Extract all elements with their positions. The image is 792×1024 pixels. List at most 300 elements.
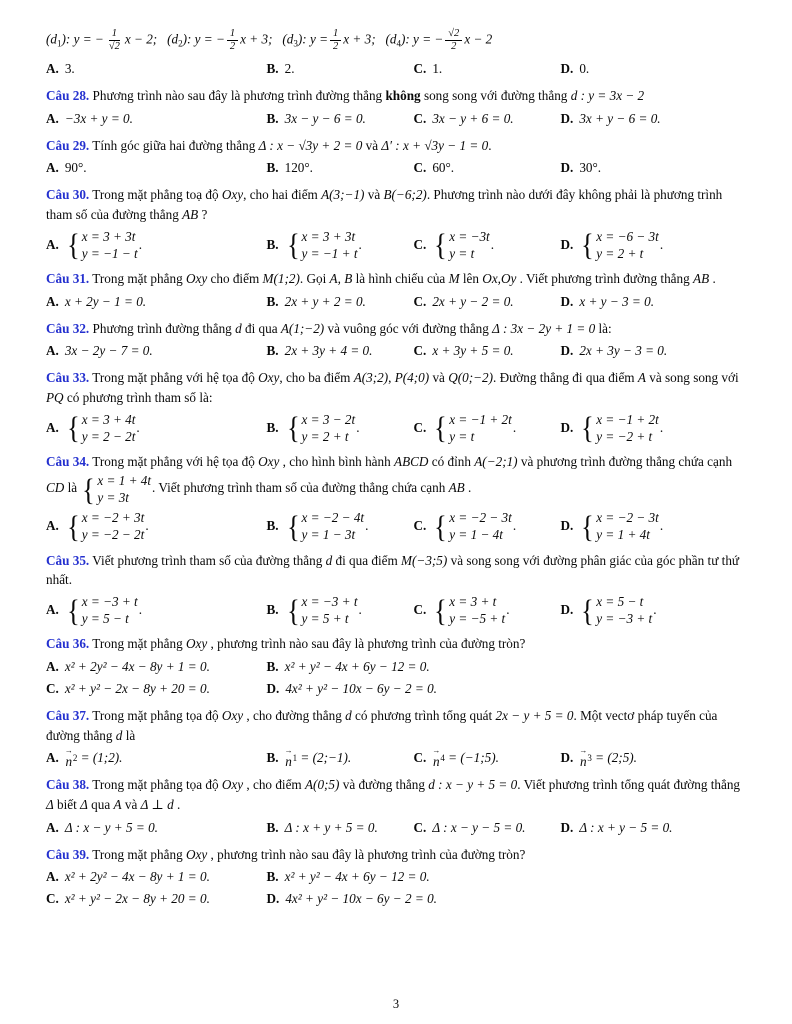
fraction-denominator: √2 — [108, 41, 120, 53]
math-expression: 2x − y + 5 = 0 — [495, 707, 574, 723]
text-run: , cho ba điểm — [279, 370, 354, 386]
option-label: B. — [266, 343, 279, 359]
option — [414, 410, 561, 446]
option — [561, 227, 747, 263]
option-content — [285, 818, 378, 838]
question-stem — [46, 634, 746, 654]
option-content — [65, 657, 210, 677]
math-expression: x + 2y − 1 = 0. — [64, 293, 147, 309]
system-lines — [596, 593, 652, 627]
math-expression: Oxy — [185, 271, 208, 287]
option-label: D. — [560, 160, 574, 176]
math-expression: Δ — [80, 797, 88, 813]
math-expression: ): y = − — [400, 31, 444, 47]
math-expression: d — [235, 320, 242, 336]
text-run: 60°. — [432, 160, 455, 176]
left-brace-icon: { — [581, 592, 595, 628]
system-line: x = 3 + 3t — [81, 228, 136, 244]
question-number: Câu 33. — [46, 370, 90, 386]
option-content — [285, 292, 366, 312]
math-expression: Q(0;−2) — [448, 370, 493, 386]
math-expression: A(1;−2) — [280, 320, 325, 336]
fraction-numerator: 1 — [330, 28, 341, 41]
option-label: D. — [560, 518, 574, 534]
text-run: . — [506, 602, 510, 618]
vector-symbol — [64, 745, 73, 769]
text-run: , phương trình nào sau đây là phương trình của đường tròn? — [207, 846, 526, 862]
text-run: . — [512, 518, 517, 534]
option-content — [65, 679, 210, 699]
text-run: , — [388, 370, 395, 386]
question — [46, 634, 746, 699]
math-expression: x² + y² − 2x − 8y + 20 = 0. — [64, 891, 210, 907]
math-expression: P(4;0) — [394, 370, 430, 386]
system-line: x = 3 + t — [449, 594, 497, 610]
math-expression: = (2;5). — [591, 750, 637, 766]
equation-system — [580, 509, 658, 543]
math-expression: ): y = − — [61, 31, 104, 47]
option — [267, 817, 414, 839]
text-run: . — [173, 797, 181, 813]
option-content — [432, 59, 442, 79]
question-number: Câu 29. — [46, 137, 90, 153]
text-run: . — [512, 420, 517, 436]
option — [46, 508, 267, 544]
equation-system — [66, 593, 138, 627]
question — [46, 775, 746, 838]
math-expression: ): y = − — [182, 31, 225, 47]
text-run: Trong mặt phẳng với hệ tọa độ — [92, 370, 259, 386]
text-run: lên — [459, 271, 483, 287]
option-content: → n 1 = (2;−1). — [284, 745, 352, 769]
option-content — [65, 818, 158, 838]
system-line: y = t — [449, 245, 475, 261]
option-label: C. — [413, 819, 427, 835]
math-expression: M — [448, 271, 460, 287]
option-content — [579, 411, 663, 445]
option-label: D. — [266, 891, 280, 907]
math-expression: Oxy — [221, 707, 244, 723]
option-content — [579, 341, 667, 361]
option-label: C. — [413, 61, 427, 77]
option-label: B. — [266, 420, 279, 436]
system-lines — [82, 228, 138, 262]
fraction — [227, 28, 238, 53]
math-expression: Oxy — [185, 636, 208, 652]
option-content — [65, 593, 142, 627]
option-label: B. — [266, 61, 279, 77]
text-run: và phương trình đường thẳng chứa cạnh — [517, 454, 736, 470]
question-stem — [46, 452, 746, 506]
option — [414, 108, 561, 130]
fraction-numerator: 1 — [109, 28, 120, 41]
equation-system — [580, 411, 658, 445]
text-run: và — [364, 187, 384, 203]
option-content — [65, 411, 140, 445]
option — [267, 866, 747, 888]
math-expression: 2x + 3y − 3 = 0. — [579, 343, 668, 359]
option-content — [579, 158, 601, 178]
option — [414, 58, 561, 80]
option — [267, 157, 414, 179]
math-expression: x² + y² − 4x + 6y − 12 = 0. — [284, 659, 430, 675]
option-label: A. — [46, 659, 59, 675]
option-content — [65, 292, 146, 312]
bold-text: không — [385, 87, 421, 103]
math-expression: A, B — [329, 271, 353, 287]
option-label: B. — [266, 160, 279, 176]
option-content — [285, 593, 362, 627]
math-expression: A(0;5) — [305, 777, 340, 793]
questions-list — [46, 86, 746, 910]
system-lines — [449, 593, 505, 627]
system-lines — [301, 228, 357, 262]
option-content — [579, 292, 654, 312]
left-brace-icon: { — [286, 410, 300, 446]
option — [414, 291, 561, 313]
vector-arrow-icon: → — [579, 745, 588, 755]
math-expression: x² + 2y² − 4x − 8y + 1 = 0. — [64, 869, 210, 885]
text-run: Phương trình nào sau đây là phương trình đường thẳng — [92, 87, 386, 103]
system-lines — [301, 509, 364, 543]
text-run: có phương trình tham số là: — [63, 390, 213, 405]
math-expression: 2x + y − 2 = 0. — [432, 293, 514, 309]
text-run: . — [659, 518, 664, 534]
system-line: y = −2 + t — [596, 428, 653, 444]
math-expression: Oxy — [221, 777, 244, 793]
math-expression: d — [345, 707, 352, 723]
options-row — [46, 866, 746, 910]
option-label: C. — [413, 518, 427, 534]
text-run: . Gọi — [299, 271, 330, 287]
question — [46, 452, 746, 544]
math-expression: A(3;2) — [353, 370, 389, 386]
option — [267, 410, 414, 446]
text-run: 2. — [284, 61, 295, 77]
math-expression: Δ : 3x − 2y + 1 = 0 — [492, 320, 596, 336]
math-expression: Δ : x + y − 5 = 0. — [579, 819, 673, 835]
options-row — [46, 291, 746, 313]
options-row — [46, 656, 746, 700]
system-lines — [596, 411, 659, 445]
math-expression: = (−1;5). — [444, 750, 499, 766]
option — [561, 508, 747, 544]
equation-system — [286, 593, 358, 627]
text-run: . — [653, 602, 657, 618]
equation-system — [580, 228, 658, 262]
option — [414, 817, 561, 839]
text-run: là — [64, 480, 81, 496]
option — [267, 888, 747, 910]
math-expression: A — [637, 370, 646, 386]
system-line: x = −2 − 3t — [449, 510, 512, 526]
option-label: D. — [560, 602, 574, 618]
math-expression: = (1;2). — [77, 750, 123, 766]
option-label: D. — [560, 819, 574, 835]
question — [46, 185, 746, 263]
option-content — [65, 341, 153, 361]
left-brace-icon: { — [286, 227, 300, 263]
text-run: . Một vectơ pháp tuyến của đường thẳng — [46, 707, 721, 743]
options-row — [46, 157, 746, 179]
text-run: 0. — [579, 61, 590, 77]
option-label: C. — [413, 293, 427, 309]
vector-arrow-icon: → — [284, 745, 293, 755]
option-label: A. — [46, 293, 59, 309]
question — [46, 136, 746, 180]
math-expression: x − 2 — [464, 31, 493, 47]
math-expression: Δ ⊥ d — [140, 797, 174, 813]
math-expression: AB — [448, 480, 465, 496]
question — [46, 706, 746, 769]
page-number: 3 — [392, 997, 400, 1012]
left-brace-icon: { — [434, 592, 448, 628]
vector-arrow-icon: → — [64, 745, 73, 755]
option — [267, 58, 414, 80]
text-run: 120°. — [284, 160, 313, 176]
subscript: 3 — [293, 38, 298, 49]
left-brace-icon: { — [581, 410, 595, 446]
option — [46, 866, 267, 888]
equation-system — [433, 411, 511, 445]
text-run: 30°. — [579, 160, 602, 176]
option — [561, 58, 747, 80]
left-brace-icon: { — [286, 508, 300, 544]
option — [46, 340, 267, 362]
option-content — [65, 228, 142, 262]
fraction — [445, 28, 462, 53]
system-line: x = 3 + 4t — [81, 411, 136, 427]
text-run: là: — [595, 320, 612, 336]
text-run: và — [429, 370, 449, 386]
option-label: B. — [266, 293, 279, 309]
left-brace-icon: { — [66, 592, 80, 628]
option — [267, 291, 414, 313]
option-content: → n 3 = (2;5). — [579, 745, 637, 769]
option — [267, 678, 747, 700]
question — [46, 319, 746, 363]
equation-system — [433, 593, 505, 627]
option-label: D. — [560, 110, 574, 126]
system-line: y = 5 − t — [81, 611, 129, 627]
math-expression: M(1;2) — [262, 271, 300, 287]
option — [46, 291, 267, 313]
option-label: D. — [560, 61, 574, 77]
left-brace-icon: { — [434, 227, 448, 263]
system-lines — [82, 411, 136, 445]
math-expression: A(3;−1) — [321, 187, 365, 203]
system-lines — [301, 593, 357, 627]
equation-system — [433, 228, 489, 262]
option-label: A. — [46, 110, 59, 126]
math-expression: M(−3;5) — [401, 552, 448, 568]
option — [267, 747, 414, 769]
vector-base: n — [580, 753, 587, 769]
system-lines — [301, 411, 355, 445]
intro-options-row — [46, 58, 746, 80]
option-label: A. — [46, 819, 59, 835]
text-run: Trong mặt phẳng toạ độ — [92, 187, 222, 203]
question-stem — [46, 269, 746, 289]
option-content — [285, 158, 313, 178]
text-run: cho điểm — [207, 271, 263, 287]
system-line: y = 5 + t — [301, 611, 349, 627]
question — [46, 551, 746, 629]
equation-system — [286, 411, 356, 445]
math-expression: x + 3; (d — [240, 31, 294, 47]
system-line: x = −3 + t — [301, 594, 358, 610]
math-expression: CD — [46, 480, 65, 496]
subscript: 1 — [57, 38, 62, 49]
math-expression: ABCD — [394, 454, 429, 470]
system-lines — [97, 472, 151, 506]
math-expression: 3x − y + 6 = 0. — [432, 110, 514, 126]
text-run: . Viết phương trình tham số của đường thẳng chứa cạnh — [152, 480, 449, 496]
option-label: B. — [266, 236, 279, 252]
vector-symbol — [579, 745, 588, 769]
options-row — [46, 340, 746, 362]
left-brace-icon: { — [82, 471, 96, 507]
option-content: → n 4 = (−1;5). — [432, 745, 499, 769]
question-stem — [46, 185, 746, 225]
question-stem — [46, 136, 746, 156]
option-content — [579, 509, 663, 543]
system-line: x = −2 − 4t — [301, 510, 365, 526]
system-line: y = −1 + t — [301, 245, 358, 261]
option-content — [432, 593, 509, 627]
system-lines — [596, 228, 659, 262]
text-run: Trong mặt phẳng — [92, 846, 186, 862]
text-run: , cho đường thẳng — [243, 707, 346, 723]
option-label: D. — [560, 420, 574, 436]
text-run: . — [138, 602, 143, 618]
system-line: x = −1 + 2t — [449, 411, 512, 427]
math-expression: Δ : x − √3y + 2 = 0 — [258, 137, 363, 153]
math-expression: x + 3; (d — [343, 31, 397, 47]
option — [561, 291, 747, 313]
vector-base: n — [65, 753, 73, 769]
question-stem — [46, 706, 746, 746]
option-label: A. — [46, 518, 59, 534]
equation-system — [81, 472, 151, 506]
text-run: . — [358, 236, 362, 252]
option — [561, 340, 747, 362]
system-line: y = 2 + t — [596, 245, 644, 261]
option-label: C. — [46, 681, 59, 697]
option — [267, 656, 747, 678]
math-expression: 3x − 2y − 7 = 0. — [64, 343, 153, 359]
fraction-denominator: 2 — [333, 41, 339, 53]
question-stem — [46, 775, 746, 815]
equation-system — [66, 411, 136, 445]
text-run: . — [365, 518, 369, 534]
option-label: A. — [46, 160, 59, 176]
option-label: A. — [46, 343, 59, 359]
math-expression: = (2;−1). — [297, 750, 352, 766]
system-lines — [596, 509, 659, 543]
fraction — [330, 28, 341, 53]
system-line: y = 2 − 2t — [81, 428, 136, 444]
text-run: Tính góc giữa hai đường thẳng — [92, 137, 259, 153]
math-expression: AB — [182, 206, 199, 222]
math-expression: 2x + y + 2 = 0. — [284, 293, 366, 309]
option-label: B. — [266, 659, 279, 675]
question-number: Câu 30. — [46, 187, 90, 203]
fraction-numerator: 1 — [227, 28, 238, 41]
fraction — [106, 28, 123, 53]
text-run: 1. — [432, 61, 443, 77]
text-run: Trong mặt phẳng tọa độ — [92, 777, 222, 793]
subscript: 2 — [178, 38, 183, 49]
text-run: là — [122, 727, 136, 743]
question-number: Câu 38. — [46, 777, 90, 793]
equation-system — [66, 228, 138, 262]
text-run: và đường thẳng — [339, 777, 429, 793]
equation-system — [66, 509, 144, 543]
text-run: Phương trình đường thẳng — [92, 320, 236, 336]
fraction-denominator: 2 — [451, 41, 457, 53]
option — [46, 592, 267, 628]
left-brace-icon: { — [581, 227, 595, 263]
option-content — [285, 867, 430, 887]
option — [46, 678, 267, 700]
text-run: , cho hai điểm — [243, 187, 322, 203]
math-expression: Δ : x − y + 5 = 0. — [64, 819, 158, 835]
options-row — [46, 227, 746, 263]
option — [414, 227, 561, 263]
option — [46, 227, 267, 263]
equation-system — [580, 593, 652, 627]
option-label: B. — [266, 518, 279, 534]
option-content — [432, 228, 494, 262]
option-label: A. — [46, 869, 59, 885]
question-stem — [46, 86, 746, 106]
option — [561, 157, 747, 179]
math-expression: 4x² + y² − 10x − 6y − 2 = 0. — [285, 681, 437, 697]
math-expression: Ox,Oy — [482, 271, 517, 287]
math-expression: x + y − 3 = 0. — [579, 293, 654, 309]
math-expression: PQ — [46, 390, 64, 405]
question-stem — [46, 551, 746, 591]
math-expression: A(−2;1) — [474, 454, 518, 470]
text-run: . — [659, 236, 664, 252]
question-number: Câu 28. — [46, 87, 90, 103]
math-expression: 3x − y − 6 = 0. — [284, 110, 366, 126]
question-stem — [46, 368, 746, 408]
text-run: . Phương trình nào dưới đây không phải là phương trình tham số của đường thẳng — [46, 187, 726, 222]
system-lines — [82, 509, 145, 543]
option-label: B. — [266, 750, 279, 766]
math-expression: Δ : x − y − 5 = 0. — [432, 819, 526, 835]
question — [46, 845, 746, 910]
math-expression: 3x + y − 6 = 0. — [579, 110, 661, 126]
math-expression: d : y = 3x − 2 — [570, 87, 645, 103]
text-run: . — [488, 137, 492, 153]
option — [46, 888, 267, 910]
question-number: Câu 35. — [46, 552, 90, 568]
option — [46, 747, 267, 769]
vector-base: n — [433, 753, 440, 769]
system-line: x = −2 + 3t — [81, 510, 145, 526]
question-number: Câu 37. — [46, 707, 90, 723]
option — [267, 227, 414, 263]
option-content — [65, 509, 149, 543]
math-expression: (d — [46, 31, 57, 47]
equation-system — [433, 509, 511, 543]
options-row — [46, 817, 746, 839]
text-run: có phương trình tổng quát — [351, 707, 496, 723]
option-label: A. — [46, 602, 59, 618]
